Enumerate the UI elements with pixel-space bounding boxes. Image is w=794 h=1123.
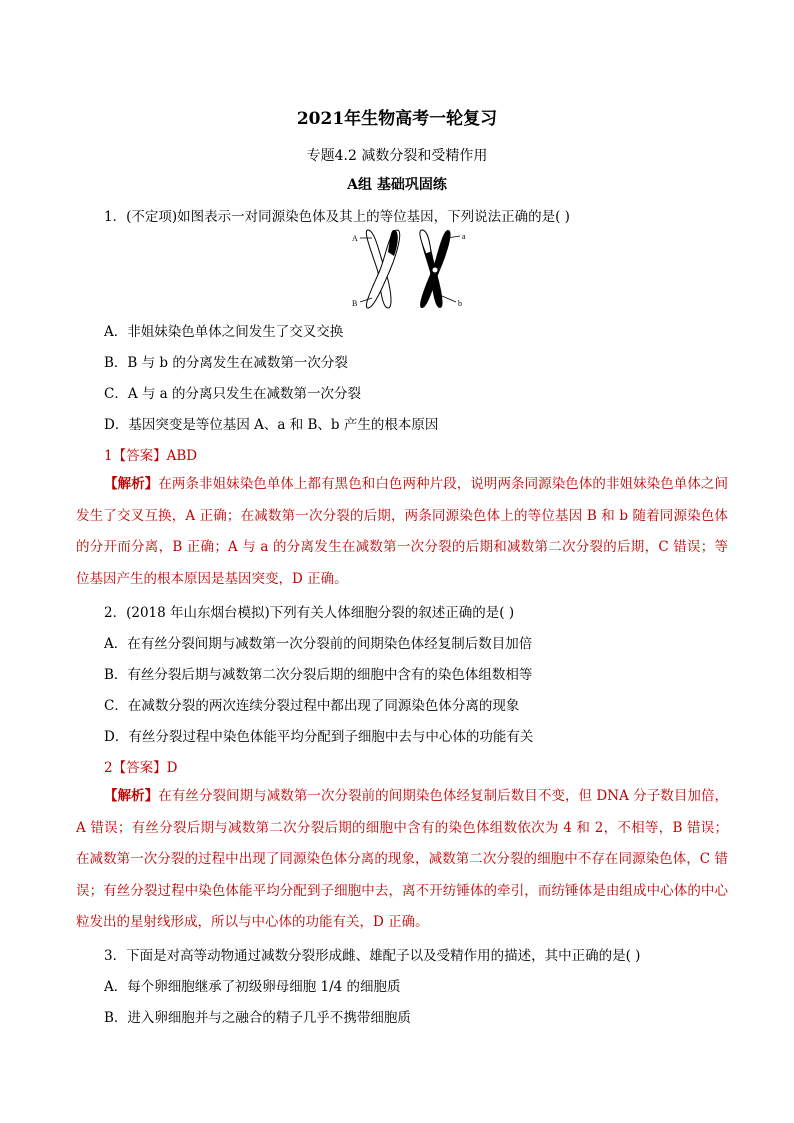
question-1-option-c: C．A 与 a 的分离只发生在减数第一次分裂	[104, 386, 362, 402]
label-A: A	[352, 234, 358, 243]
question-3-option-b: B．进入卵细胞并与之融合的精子几乎不携带细胞质	[104, 1010, 411, 1026]
analysis-text: 在有丝分裂间期与减数第一次分裂前的间期染色体经复制后数目不变，但 DNA 分子数目加倍，A 错误；有丝分裂后期与减数第二次分裂后期的细胞中含有的染色体组数依次为 4 和 2，不相等，B 错误；在减数第一次分裂的过程中出现了同源染色体分离的现象，减数第二次分裂的细胞中不存在同源染色体，C 错误；有丝分裂过程中染色体能平均分配到子细胞中去，离不开纺锤体的牵引，而纺锤体是由组成中心体的中心粒发出的星射线形成，所以与中心体的功能有关，D 正确。	[76, 788, 728, 930]
question-1-stem: 1．(不定项)如图表示一对同源染色体及其上的等位基因，下列说法正确的是( )	[104, 209, 570, 225]
question-2-stem: 2．(2018 年山东烟台模拟)下列有关人体细胞分裂的叙述正确的是( )	[104, 605, 515, 621]
analysis-text: 在两条非姐妹染色单体上都有黑色和白色两种片段，说明两条同源染色体的非姐妹染色单体之间发生了交叉互换，A 正确；在减数第一次分裂的后期，两条同源染色体上的等位基因 B 和 b 随着同源染色体的分开而分离，B 正确；A 与 a 的分离发生在减数第一次分裂的后期和减数第二次分裂的后期，C 错误；等位基因产生的根本原因是基因突变，D 正确。	[76, 476, 729, 587]
question-3-stem: 3．下面是对高等动物通过减数分裂形成雌、雄配子以及受精作用的描述，其中正确的是( )	[104, 948, 641, 964]
page-title: 2021年生物高考一轮复习	[296, 109, 498, 129]
homologous-chromosome-figure	[350, 226, 480, 311]
question-1-option-d: D．基因突变是等位基因 A、a 和 B、b 产生的根本原因	[104, 417, 439, 433]
label-B: B	[352, 299, 358, 308]
page-subtitle: 专题4.2 减数分裂和受精作用	[306, 148, 488, 164]
label-a: a	[462, 232, 466, 241]
question-1-answer: 1【答案】ABD	[104, 448, 198, 464]
left-chromosome	[366, 230, 399, 308]
question-1-option-b: B．B 与 b 的分离发生在减数第一次分裂	[104, 355, 348, 371]
question-2-option-a: A．在有丝分裂间期与减数第一次分裂前的间期染色体经复制后数目加倍	[104, 636, 533, 652]
question-1-option-a: A．非姐妹染色单体之间发生了交叉交换	[104, 324, 344, 340]
label-b: b	[458, 299, 462, 308]
question-2-option-d: D．有丝分裂过程中染色体能平均分配到子细胞中去与中心体的功能有关	[104, 729, 534, 745]
right-chromosome	[420, 230, 451, 308]
analysis-label: 【解析】	[104, 788, 159, 804]
section-heading: A组 基础巩固练	[347, 177, 447, 193]
question-2-analysis	[76, 781, 728, 939]
question-2-answer: 2【答案】D	[104, 760, 178, 776]
question-2-option-b: B．有丝分裂后期与减数第二次分裂后期的细胞中含有的染色体组数相等	[104, 667, 533, 683]
analysis-label: 【解析】	[104, 476, 159, 492]
question-1-analysis	[76, 469, 728, 595]
question-3-option-a: A．每个卵细胞继承了初级卵母细胞 1/4 的细胞质	[104, 979, 401, 995]
question-2-option-c: C．在减数分裂的两次连续分裂过程中都出现了同源染色体分离的现象	[104, 698, 520, 714]
